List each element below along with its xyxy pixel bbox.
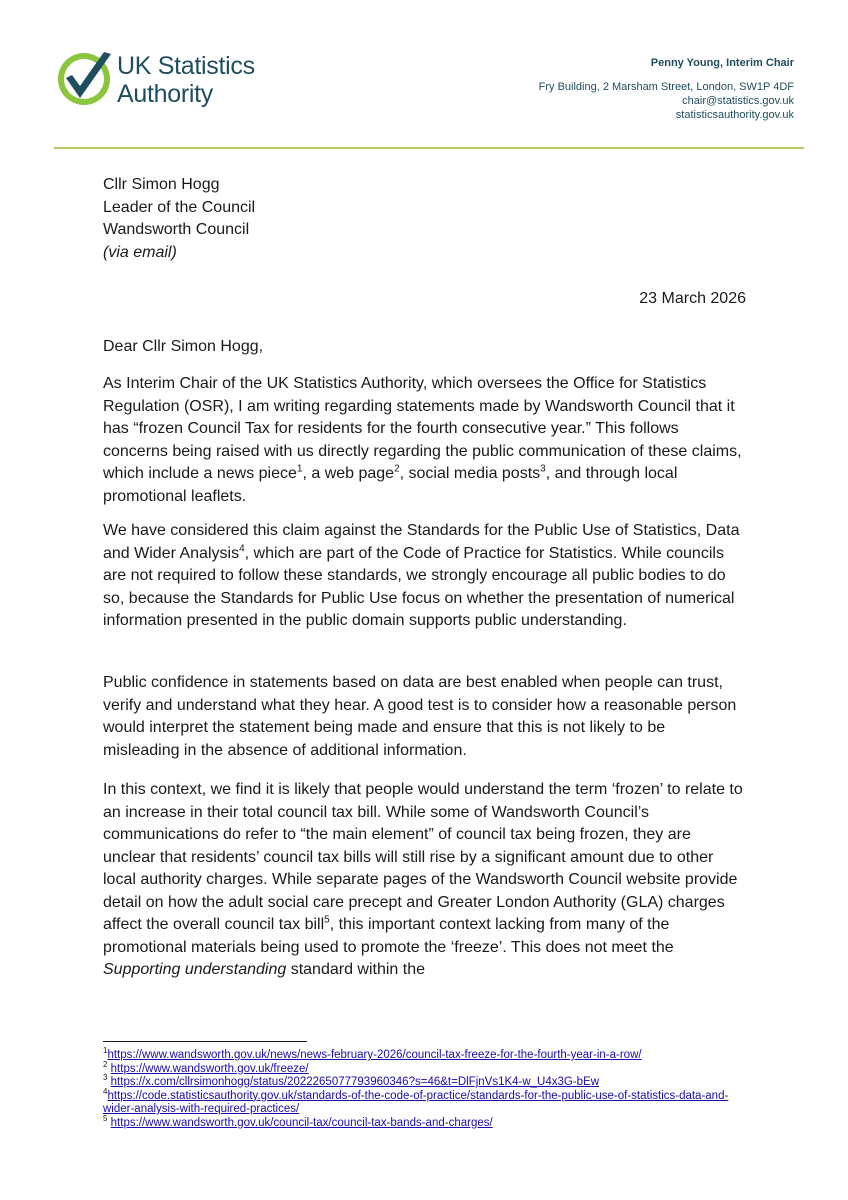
footnote-2 (103, 1059, 743, 1077)
footnote-link[interactable]: https://code.statisticsauthority.gov.uk/standards-of-the-code-of-practice/standards-for-the-public-use-of-statistics-data-and-wider-analysis-with-required-practices/ (103, 1089, 729, 1115)
p4-text-b: , this important context lacking from many of the promotional materials being used to promote the ‘freeze’. This does not meet the (103, 916, 674, 956)
footnote-5 (103, 1113, 743, 1131)
paragraph-1 (103, 373, 743, 508)
letterhead-contact (539, 56, 794, 122)
p1-text-d: , and through local promotional leaflets. (103, 465, 678, 505)
paragraph-4 (103, 779, 743, 982)
paragraph-2 (103, 520, 743, 633)
contact-email[interactable]: chair@statistics.gov.uk (682, 95, 794, 107)
p1-text-c: , social media posts (399, 465, 541, 482)
p3-text: Public confidence in statements based on data are best enabled when people can trust, verify and understand what they hear. A good test is to consider how a reasonable person would interpret the statement being made and ensure that this is not likely to be misleading in the absence of additional information. (103, 674, 737, 759)
footnote-ref-2[interactable]: 2 (394, 463, 400, 475)
recipient-via: (via email) (103, 243, 177, 261)
footnote-number: 2 (103, 1059, 108, 1069)
footnote-number: 4 (103, 1086, 108, 1096)
recipient-org: Wandsworth Council (103, 221, 250, 238)
p2-text-a: We have considered this claim against the Standards for the Public Use of Statistics, Data and Wider Analysis (103, 522, 740, 562)
footnote-number: 5 (103, 1113, 108, 1123)
chair-name: Penny Young, Interim Chair (650, 57, 794, 69)
p1-text-b: , a web page (302, 465, 395, 482)
footnote-number: 1 (103, 1046, 108, 1056)
footnote-divider (103, 1041, 307, 1042)
footnote-link[interactable]: https://www.wandsworth.gov.uk/news/news-february-2026/council-tax-freeze-for-the-fourth-year-in-a-row/ (107, 1049, 642, 1061)
logo-line-2: Authority (117, 80, 213, 108)
header-divider (54, 147, 804, 149)
p2-text-b: , which are part of the Code of Practice for Statistics. While councils are not required to follow these standards, we strongly encourage all public bodies to do so, because the Standards for Public Use focus on whether the presentation of numerical information presented in the public domain supports public understanding. (103, 544, 735, 629)
checkmark-logo-icon (56, 48, 114, 108)
logo-wordmark (117, 52, 255, 108)
footnote-link[interactable]: https://x.com/cllrsimonhogg/status/2022265077793960346?s=46&t=DlFjnVs1K4-w_U4x3G-bEw (110, 1076, 600, 1088)
paragraph-3 (103, 672, 743, 762)
recipient-title: Leader of the Council (103, 198, 256, 216)
footnote-4 (103, 1086, 743, 1117)
p4-text-c: standard within the (286, 961, 425, 978)
recipient-address (103, 174, 743, 264)
contact-website[interactable]: statisticsauthority.gov.uk (675, 109, 794, 121)
footnote-ref-5[interactable]: 5 (324, 914, 330, 926)
footnote-ref-3[interactable]: 3 (540, 463, 546, 475)
p1-text-a: As Interim Chair of the UK Statistics Authority, which oversees the Office for Statistics Regulation (OSR), I am writing regarding statements made by Wandsworth Council that it has “frozen Council Tax for residents for the fourth consecutive year.” This follows concerns being raised with us directly regarding the public communication of these claims, which include a news piece (103, 375, 742, 482)
recipient-name: Cllr Simon Hogg (103, 176, 220, 193)
footnotes (103, 1046, 743, 1130)
footnote-link[interactable]: https://www.wandsworth.gov.uk/freeze/ (110, 1062, 309, 1075)
footnote-link[interactable]: https://www.wandsworth.gov.uk/council-tax/council-tax-bands-and-charges/ (110, 1116, 493, 1129)
footnote-ref-4[interactable]: 4 (239, 543, 245, 555)
footnote-1 (103, 1046, 743, 1063)
footnote-3 (103, 1073, 743, 1090)
office-address: Fry Building, 2 Marsham Street, London, SW1P 4DF (538, 81, 794, 93)
p4-text-a: In this context, we find it is likely that people would understand the term ‘frozen’ to relate to an increase in their total council tax bill. While some of Wandsworth Council’s communications do refer to “the main element” of council tax being frozen, they are unclear that residents’ council tax bills will still rise by a significant amount due to other local authority charges. While separate pages of the Wandsworth Council website provide detail on how the adult social care precept and Greater London Authority (GLA) charges affect the overall council tax bill (103, 781, 743, 933)
salutation: Dear Cllr Simon Hogg, (103, 338, 264, 355)
letter-date: 23 March 2026 (639, 290, 746, 307)
footnote-number: 3 (103, 1073, 108, 1083)
p4-text-italic: Supporting understanding (103, 961, 287, 978)
logo-line-1: UK Statistics (117, 52, 255, 80)
uk-statistics-authority-logo (56, 48, 256, 108)
footnote-ref-1[interactable]: 1 (296, 463, 303, 475)
